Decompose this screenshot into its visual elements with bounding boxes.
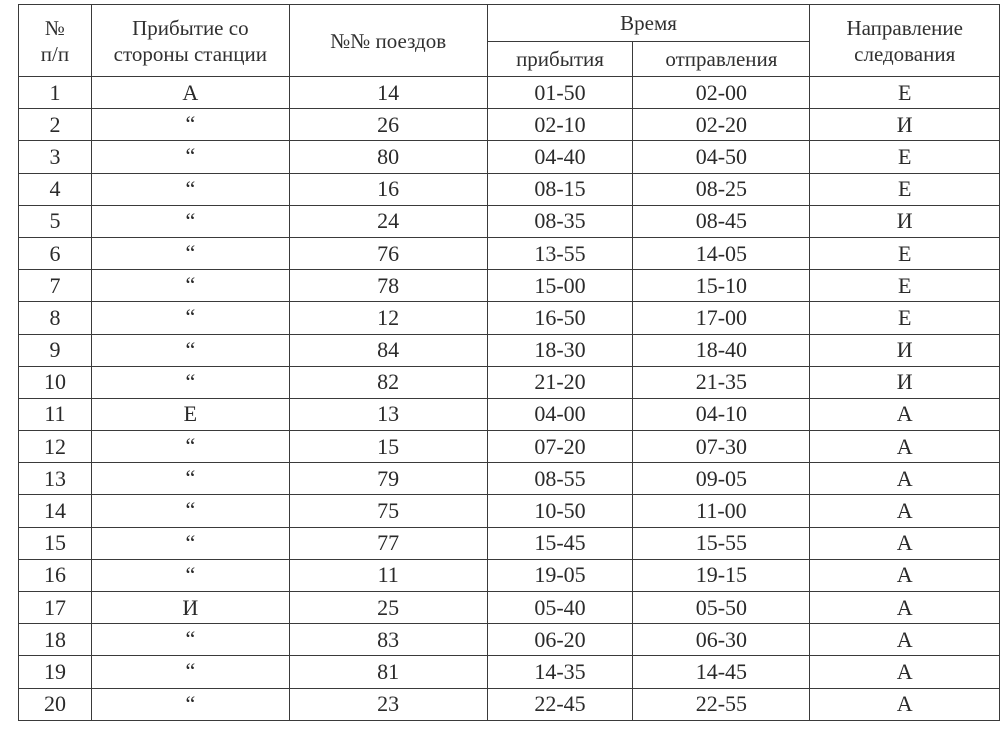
row-number-cell: 18 <box>19 624 92 656</box>
departure-time-cell: 09-05 <box>633 463 810 495</box>
table-row <box>19 270 1000 302</box>
train-schedule-table <box>18 4 1000 721</box>
train-number-cell: 11 <box>289 559 487 591</box>
header-arrival-from-station <box>91 5 289 77</box>
direction-cell: А <box>810 656 1000 688</box>
arrival-time-cell: 04-40 <box>487 141 633 173</box>
table-row <box>19 431 1000 463</box>
departure-time-cell: 06-30 <box>633 624 810 656</box>
table-row <box>19 141 1000 173</box>
row-number-cell: 2 <box>19 109 92 141</box>
arrival-time-cell: 08-15 <box>487 173 633 205</box>
direction-cell: А <box>810 495 1000 527</box>
direction-cell: А <box>810 688 1000 720</box>
departure-time-cell: 15-10 <box>633 270 810 302</box>
table-row <box>19 334 1000 366</box>
arrival-time-cell: 06-20 <box>487 624 633 656</box>
header-arrival-time: прибытия <box>487 42 633 77</box>
departure-time-cell: 04-10 <box>633 398 810 430</box>
arrival-time-cell: 22-45 <box>487 688 633 720</box>
table-row <box>19 173 1000 205</box>
table-row <box>19 559 1000 591</box>
direction-cell: А <box>810 624 1000 656</box>
train-number-cell: 15 <box>289 431 487 463</box>
table-row <box>19 398 1000 430</box>
train-number-cell: 83 <box>289 624 487 656</box>
table-row <box>19 624 1000 656</box>
header-arrival-from-line2: стороны станции <box>113 41 267 66</box>
header-direction-line2: следования <box>854 41 956 66</box>
header-direction-line1: Направление <box>846 15 963 40</box>
arrival-from-cell: “ <box>91 527 289 559</box>
arrival-time-cell: 07-20 <box>487 431 633 463</box>
departure-time-cell: 14-45 <box>633 656 810 688</box>
table-row <box>19 527 1000 559</box>
train-number-cell: 76 <box>289 237 487 269</box>
direction-cell: А <box>810 463 1000 495</box>
arrival-time-cell: 04-00 <box>487 398 633 430</box>
train-number-cell: 80 <box>289 141 487 173</box>
arrival-time-cell: 02-10 <box>487 109 633 141</box>
table-body <box>19 77 1000 721</box>
table-row <box>19 366 1000 398</box>
direction-cell: А <box>810 398 1000 430</box>
row-number-cell: 5 <box>19 205 92 237</box>
departure-time-cell: 07-30 <box>633 431 810 463</box>
row-number-cell: 9 <box>19 334 92 366</box>
row-number-cell: 19 <box>19 656 92 688</box>
arrival-from-cell: “ <box>91 270 289 302</box>
table-header <box>19 5 1000 77</box>
train-number-cell: 77 <box>289 527 487 559</box>
arrival-from-cell: “ <box>91 334 289 366</box>
direction-cell: А <box>810 431 1000 463</box>
row-number-cell: 16 <box>19 559 92 591</box>
arrival-from-cell: Е <box>91 398 289 430</box>
departure-time-cell: 19-15 <box>633 559 810 591</box>
header-row-top <box>19 5 1000 42</box>
departure-time-cell: 18-40 <box>633 334 810 366</box>
row-number-cell: 20 <box>19 688 92 720</box>
direction-cell: И <box>810 205 1000 237</box>
table-row <box>19 656 1000 688</box>
table-row <box>19 302 1000 334</box>
direction-cell: Е <box>810 237 1000 269</box>
arrival-from-cell: “ <box>91 366 289 398</box>
direction-cell: Е <box>810 77 1000 109</box>
arrival-time-cell: 08-35 <box>487 205 633 237</box>
row-number-cell: 11 <box>19 398 92 430</box>
row-number-cell: 7 <box>19 270 92 302</box>
row-number-cell: 3 <box>19 141 92 173</box>
table-row <box>19 495 1000 527</box>
departure-time-cell: 11-00 <box>633 495 810 527</box>
train-number-cell: 84 <box>289 334 487 366</box>
row-number-cell: 15 <box>19 527 92 559</box>
arrival-time-cell: 18-30 <box>487 334 633 366</box>
arrival-time-cell: 13-55 <box>487 237 633 269</box>
row-number-cell: 14 <box>19 495 92 527</box>
table-row <box>19 463 1000 495</box>
train-number-cell: 79 <box>289 463 487 495</box>
arrival-from-cell: “ <box>91 463 289 495</box>
departure-time-cell: 22-55 <box>633 688 810 720</box>
train-number-cell: 24 <box>289 205 487 237</box>
arrival-from-cell: “ <box>91 237 289 269</box>
departure-time-cell: 02-20 <box>633 109 810 141</box>
train-number-cell: 26 <box>289 109 487 141</box>
row-number-cell: 8 <box>19 302 92 334</box>
departure-time-cell: 08-25 <box>633 173 810 205</box>
train-number-cell: 78 <box>289 270 487 302</box>
arrival-time-cell: 15-45 <box>487 527 633 559</box>
departure-time-cell: 15-55 <box>633 527 810 559</box>
table-row <box>19 77 1000 109</box>
arrival-time-cell: 19-05 <box>487 559 633 591</box>
row-number-cell: 13 <box>19 463 92 495</box>
header-row-number <box>19 5 92 77</box>
header-row-number-line1: № <box>44 15 65 40</box>
direction-cell: Е <box>810 141 1000 173</box>
row-number-cell: 1 <box>19 77 92 109</box>
arrival-from-cell: А <box>91 77 289 109</box>
arrival-from-cell: “ <box>91 559 289 591</box>
header-train-numbers: №№ поездов <box>289 5 487 77</box>
arrival-from-cell: “ <box>91 624 289 656</box>
arrival-from-cell: “ <box>91 688 289 720</box>
train-number-cell: 82 <box>289 366 487 398</box>
arrival-from-cell: “ <box>91 495 289 527</box>
departure-time-cell: 21-35 <box>633 366 810 398</box>
train-number-cell: 23 <box>289 688 487 720</box>
direction-cell: А <box>810 559 1000 591</box>
arrival-time-cell: 14-35 <box>487 656 633 688</box>
train-number-cell: 25 <box>289 592 487 624</box>
header-direction <box>810 5 1000 77</box>
train-number-cell: 16 <box>289 173 487 205</box>
departure-time-cell: 17-00 <box>633 302 810 334</box>
departure-time-cell: 08-45 <box>633 205 810 237</box>
departure-time-cell: 02-00 <box>633 77 810 109</box>
table-row <box>19 109 1000 141</box>
arrival-from-cell: “ <box>91 173 289 205</box>
row-number-cell: 4 <box>19 173 92 205</box>
header-departure-time: отправления <box>633 42 810 77</box>
arrival-from-cell: “ <box>91 431 289 463</box>
header-arrival-from-line1: Прибытие со <box>132 15 249 40</box>
table-row <box>19 688 1000 720</box>
train-number-cell: 12 <box>289 302 487 334</box>
direction-cell: Е <box>810 270 1000 302</box>
direction-cell: И <box>810 334 1000 366</box>
arrival-time-cell: 08-55 <box>487 463 633 495</box>
departure-time-cell: 05-50 <box>633 592 810 624</box>
row-number-cell: 10 <box>19 366 92 398</box>
direction-cell: Е <box>810 173 1000 205</box>
departure-time-cell: 14-05 <box>633 237 810 269</box>
direction-cell: А <box>810 527 1000 559</box>
train-number-cell: 13 <box>289 398 487 430</box>
departure-time-cell: 04-50 <box>633 141 810 173</box>
arrival-time-cell: 10-50 <box>487 495 633 527</box>
train-number-cell: 75 <box>289 495 487 527</box>
train-number-cell: 14 <box>289 77 487 109</box>
train-number-cell: 81 <box>289 656 487 688</box>
direction-cell: А <box>810 592 1000 624</box>
arrival-from-cell: “ <box>91 302 289 334</box>
arrival-time-cell: 01-50 <box>487 77 633 109</box>
direction-cell: И <box>810 366 1000 398</box>
arrival-from-cell: “ <box>91 205 289 237</box>
arrival-from-cell: “ <box>91 109 289 141</box>
header-row-number-line2: п/п <box>40 41 70 66</box>
arrival-from-cell: И <box>91 592 289 624</box>
arrival-from-cell: “ <box>91 141 289 173</box>
direction-cell: Е <box>810 302 1000 334</box>
table-row <box>19 205 1000 237</box>
header-time: Время <box>487 5 810 42</box>
table-row <box>19 592 1000 624</box>
arrival-time-cell: 15-00 <box>487 270 633 302</box>
arrival-from-cell: “ <box>91 656 289 688</box>
arrival-time-cell: 21-20 <box>487 366 633 398</box>
table-row <box>19 237 1000 269</box>
row-number-cell: 6 <box>19 237 92 269</box>
row-number-cell: 12 <box>19 431 92 463</box>
row-number-cell: 17 <box>19 592 92 624</box>
arrival-time-cell: 16-50 <box>487 302 633 334</box>
arrival-time-cell: 05-40 <box>487 592 633 624</box>
direction-cell: И <box>810 109 1000 141</box>
